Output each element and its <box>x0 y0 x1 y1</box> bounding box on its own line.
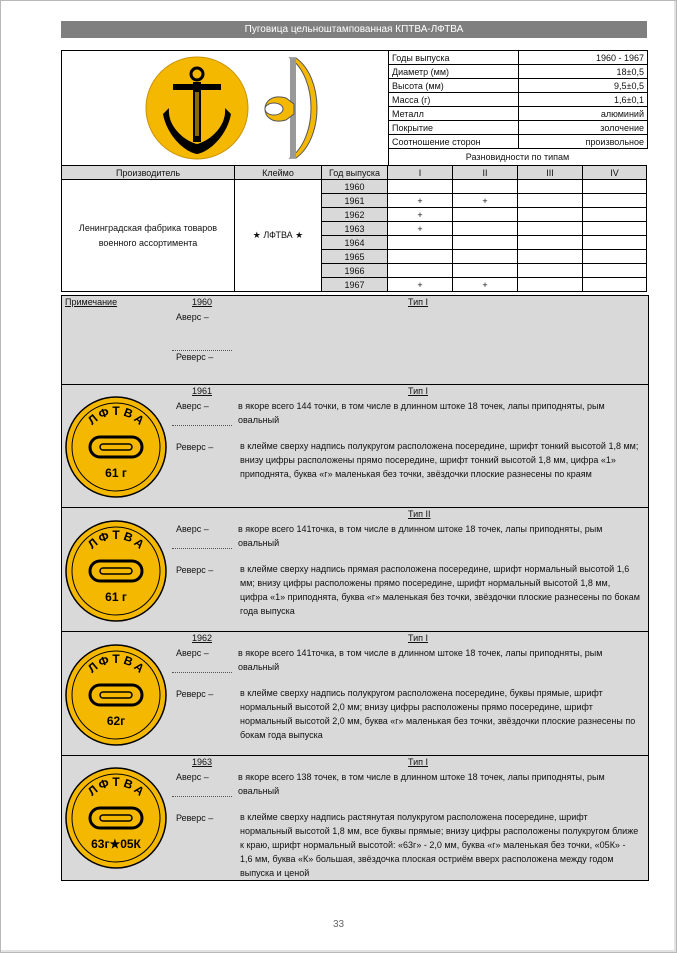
type-header-1: I <box>388 166 453 180</box>
property-value: золочение <box>519 121 648 135</box>
revers-label: Реверс – <box>176 813 214 823</box>
coin-letter: В <box>121 776 135 793</box>
coin-letter: В <box>121 405 135 422</box>
revers-text: в клейме сверху надпись растянутая полукругом расположена посередине, шрифт нормальный высотой 1,8 мм, все буквы прямые; внизу цифры расположены полукругом ближе к краю, шрифт нормальный высотой: «63г» - 2,0 мм, буква «г» маленькая без точки, «05К» - 1,6 мм, буква «К» большая, звёздочка плоская остриём вверх расположена между годом выпуска и ценой <box>240 812 639 878</box>
property-value: 1960 - 1967 <box>519 51 648 65</box>
avers-text: в якоре всего 138 точек, в том числе в длинном штоке 18 точек, лапы приподняты, рым овальный <box>238 772 605 796</box>
type-cell <box>583 180 647 194</box>
type-cell <box>518 180 583 194</box>
page-number: 33 <box>332 919 345 930</box>
type-cell <box>453 250 518 264</box>
property-key: Покрытие <box>389 121 519 135</box>
property-value: 9,5±0,5 <box>519 79 648 93</box>
type-header-4: IV <box>583 166 647 180</box>
revers-label: Реверс – <box>176 689 214 699</box>
type-cell <box>518 236 583 250</box>
year-cell: 1966 <box>322 264 388 278</box>
type-cell: + <box>388 278 453 292</box>
coin-letter: Ф <box>96 528 111 545</box>
note-block <box>61 507 649 634</box>
maker-header: Производитель <box>62 166 235 180</box>
property-row <box>389 51 648 65</box>
divider <box>172 425 232 426</box>
types-header: Разновидности по типам <box>465 152 570 162</box>
properties-table <box>388 50 648 149</box>
revers-stamp-image <box>64 519 168 623</box>
property-value: произвольное <box>519 135 648 149</box>
property-key: Диаметр (мм) <box>389 65 519 79</box>
divider <box>172 548 232 549</box>
button-illustration <box>62 51 388 165</box>
revers-text: в клейме сверху надпись прямая расположена посередине, шрифт нормальный высотой 1,6 мм; внизу цифры расположены прямо посередине, шрифт нормальный высотой 1,8 мм, цифра «1» приподнята, буква «г» маленькая без точки, звёздочки плоские разнесены по бокам года выпуска <box>240 564 640 616</box>
type-cell: + <box>453 278 518 292</box>
type-cell <box>583 194 647 208</box>
property-value: 18±0,5 <box>519 65 648 79</box>
type-cell <box>583 278 647 292</box>
page-title: Пуговица цельноштампованная КПТВА-ЛФТВА <box>61 21 647 38</box>
type-cell <box>453 222 518 236</box>
revers-stamp-image <box>64 643 168 747</box>
note-year: 1962 <box>192 633 213 643</box>
avers-label: Аверс – <box>176 524 209 534</box>
type-cell: + <box>453 194 518 208</box>
property-key: Высота (мм) <box>389 79 519 93</box>
property-row <box>389 121 648 135</box>
divider <box>172 796 232 797</box>
note-type: Тип II <box>408 509 431 519</box>
type-cell <box>388 180 453 194</box>
revers-label: Реверс – <box>176 565 214 575</box>
coin-letter: Т <box>112 775 120 789</box>
note-year: 1963 <box>192 757 213 767</box>
coin-letter: Ф <box>96 652 111 669</box>
year-cell: 1961 <box>322 194 388 208</box>
coin-letter: В <box>121 652 135 669</box>
note-type: Тип I <box>408 386 429 396</box>
type-cell: + <box>388 208 453 222</box>
coin-bottom-text: 63г★05К <box>91 837 141 851</box>
avers-label: Аверс – <box>176 401 209 411</box>
type-header-3: III <box>518 166 583 180</box>
year-cell: 1965 <box>322 250 388 264</box>
type-cell <box>388 236 453 250</box>
coin-letter: Ф <box>96 775 111 793</box>
coin-bottom-text: 61 г <box>105 589 127 604</box>
property-row <box>389 65 648 79</box>
revers-text: в клейме сверху надпись полукругом расположена посередине, шрифт тонкий высотой 1,8 мм; внизу цифры расположены прямо посередине, шрифт тонкий высотой 1,8 мм, цифра «1» приподнята, буква «г» маленькая без точки, звёздочки плоские разнесены по краям <box>240 441 639 479</box>
type-cell <box>518 250 583 264</box>
property-row <box>389 79 648 93</box>
revers-text: в клейме сверху надпись полукругом расположена посередине, буквы прямые, шрифт нормальный высотой 2,0 мм; внизу цифры расположены прямо посередине, шрифт нормальный высотой 2,0 мм, буква «г» маленькая без точки, звёздочки плоские разнесены по бокам года выпуска <box>240 688 636 740</box>
note-block <box>61 755 649 881</box>
coin-letter: А <box>131 411 147 428</box>
type-cell <box>518 278 583 292</box>
avers-text: в якоре всего 141точка, в том числе в длинном штоке 18 точек, лапы приподняты, рым овальный <box>238 648 603 672</box>
note-year: 1961 <box>192 386 213 396</box>
revers-label: Реверс – <box>176 352 214 362</box>
coin-letter: В <box>121 528 135 545</box>
property-value: 1,6±0,1 <box>519 93 648 107</box>
note-type: Тип I <box>408 297 429 307</box>
coin-letter: А <box>131 534 147 552</box>
type-cell <box>453 264 518 278</box>
property-value: алюминий <box>519 107 648 121</box>
type-cell <box>518 264 583 278</box>
coin-bottom-text: 62г <box>106 713 126 728</box>
type-cell: + <box>388 222 453 236</box>
property-row <box>389 93 648 107</box>
property-key: Металл <box>389 107 519 121</box>
mark-header: Клеймо <box>235 166 322 180</box>
coin-letter: Л <box>85 411 101 428</box>
coin-letter: Ф <box>96 404 111 422</box>
divider <box>172 672 232 673</box>
production-grid <box>61 165 647 292</box>
type-cell <box>453 208 518 222</box>
year-cell: 1960 <box>322 180 388 194</box>
type-cell: + <box>388 194 453 208</box>
type-cell <box>583 222 647 236</box>
property-key: Масса (г) <box>389 93 519 107</box>
maker-cell: Ленинградская фабрика товаров военного ассортимента <box>62 180 235 292</box>
type-cell <box>583 264 647 278</box>
year-cell: 1967 <box>322 278 388 292</box>
mark-cell: ★ ЛФТВА ★ <box>235 180 322 292</box>
type-cell <box>518 208 583 222</box>
coin-letter: Л <box>85 782 101 799</box>
revers-stamp-image <box>64 766 168 870</box>
coin-letter: Т <box>112 527 120 542</box>
year-cell: 1964 <box>322 236 388 250</box>
button-images <box>61 50 389 166</box>
coin-bottom-text: 61 г <box>105 466 127 480</box>
note-block <box>61 295 649 387</box>
revers-stamp-image <box>64 395 168 499</box>
coin-letter: Л <box>85 534 101 552</box>
avers-text: в якоре всего 144 точки, в том числе в длинном штоке 18 точек, лапы приподняты, рым овальный <box>238 401 605 425</box>
year-row <box>62 180 647 194</box>
property-row <box>389 107 648 121</box>
revers-label: Реверс – <box>176 442 214 452</box>
coin-letter: Т <box>112 404 120 418</box>
type-cell <box>518 194 583 208</box>
year-cell: 1963 <box>322 222 388 236</box>
type-cell <box>583 250 647 264</box>
avers-label: Аверс – <box>176 312 209 322</box>
property-key: Годы выпуска <box>389 51 519 65</box>
note-year: 1960 <box>192 297 213 307</box>
type-cell <box>453 236 518 250</box>
type-header-2: II <box>453 166 518 180</box>
type-cell <box>583 236 647 250</box>
type-cell <box>518 222 583 236</box>
type-cell <box>453 180 518 194</box>
note-type: Тип I <box>408 633 429 643</box>
type-cell <box>583 208 647 222</box>
coin-letter: А <box>131 782 147 799</box>
coin-letter: Т <box>112 651 120 666</box>
note-block <box>61 384 649 510</box>
avers-label: Аверс – <box>176 772 209 782</box>
year-header: Год выпуска <box>322 166 388 180</box>
avers-label: Аверс – <box>176 648 209 658</box>
coin-letter: Л <box>85 658 101 676</box>
note-type: Тип I <box>408 757 429 767</box>
property-key: Соотношение сторон <box>389 135 519 149</box>
divider <box>172 350 232 351</box>
note-block <box>61 631 649 758</box>
avers-text: в якоре всего 141точка, в том числе в длинном штоке 18 точек, лапы приподняты, рым овальный <box>238 524 603 548</box>
property-row <box>389 135 648 149</box>
type-cell <box>388 250 453 264</box>
coin-letter: А <box>131 658 147 676</box>
note-label: Примечание <box>65 297 118 307</box>
type-cell <box>388 264 453 278</box>
year-cell: 1962 <box>322 208 388 222</box>
